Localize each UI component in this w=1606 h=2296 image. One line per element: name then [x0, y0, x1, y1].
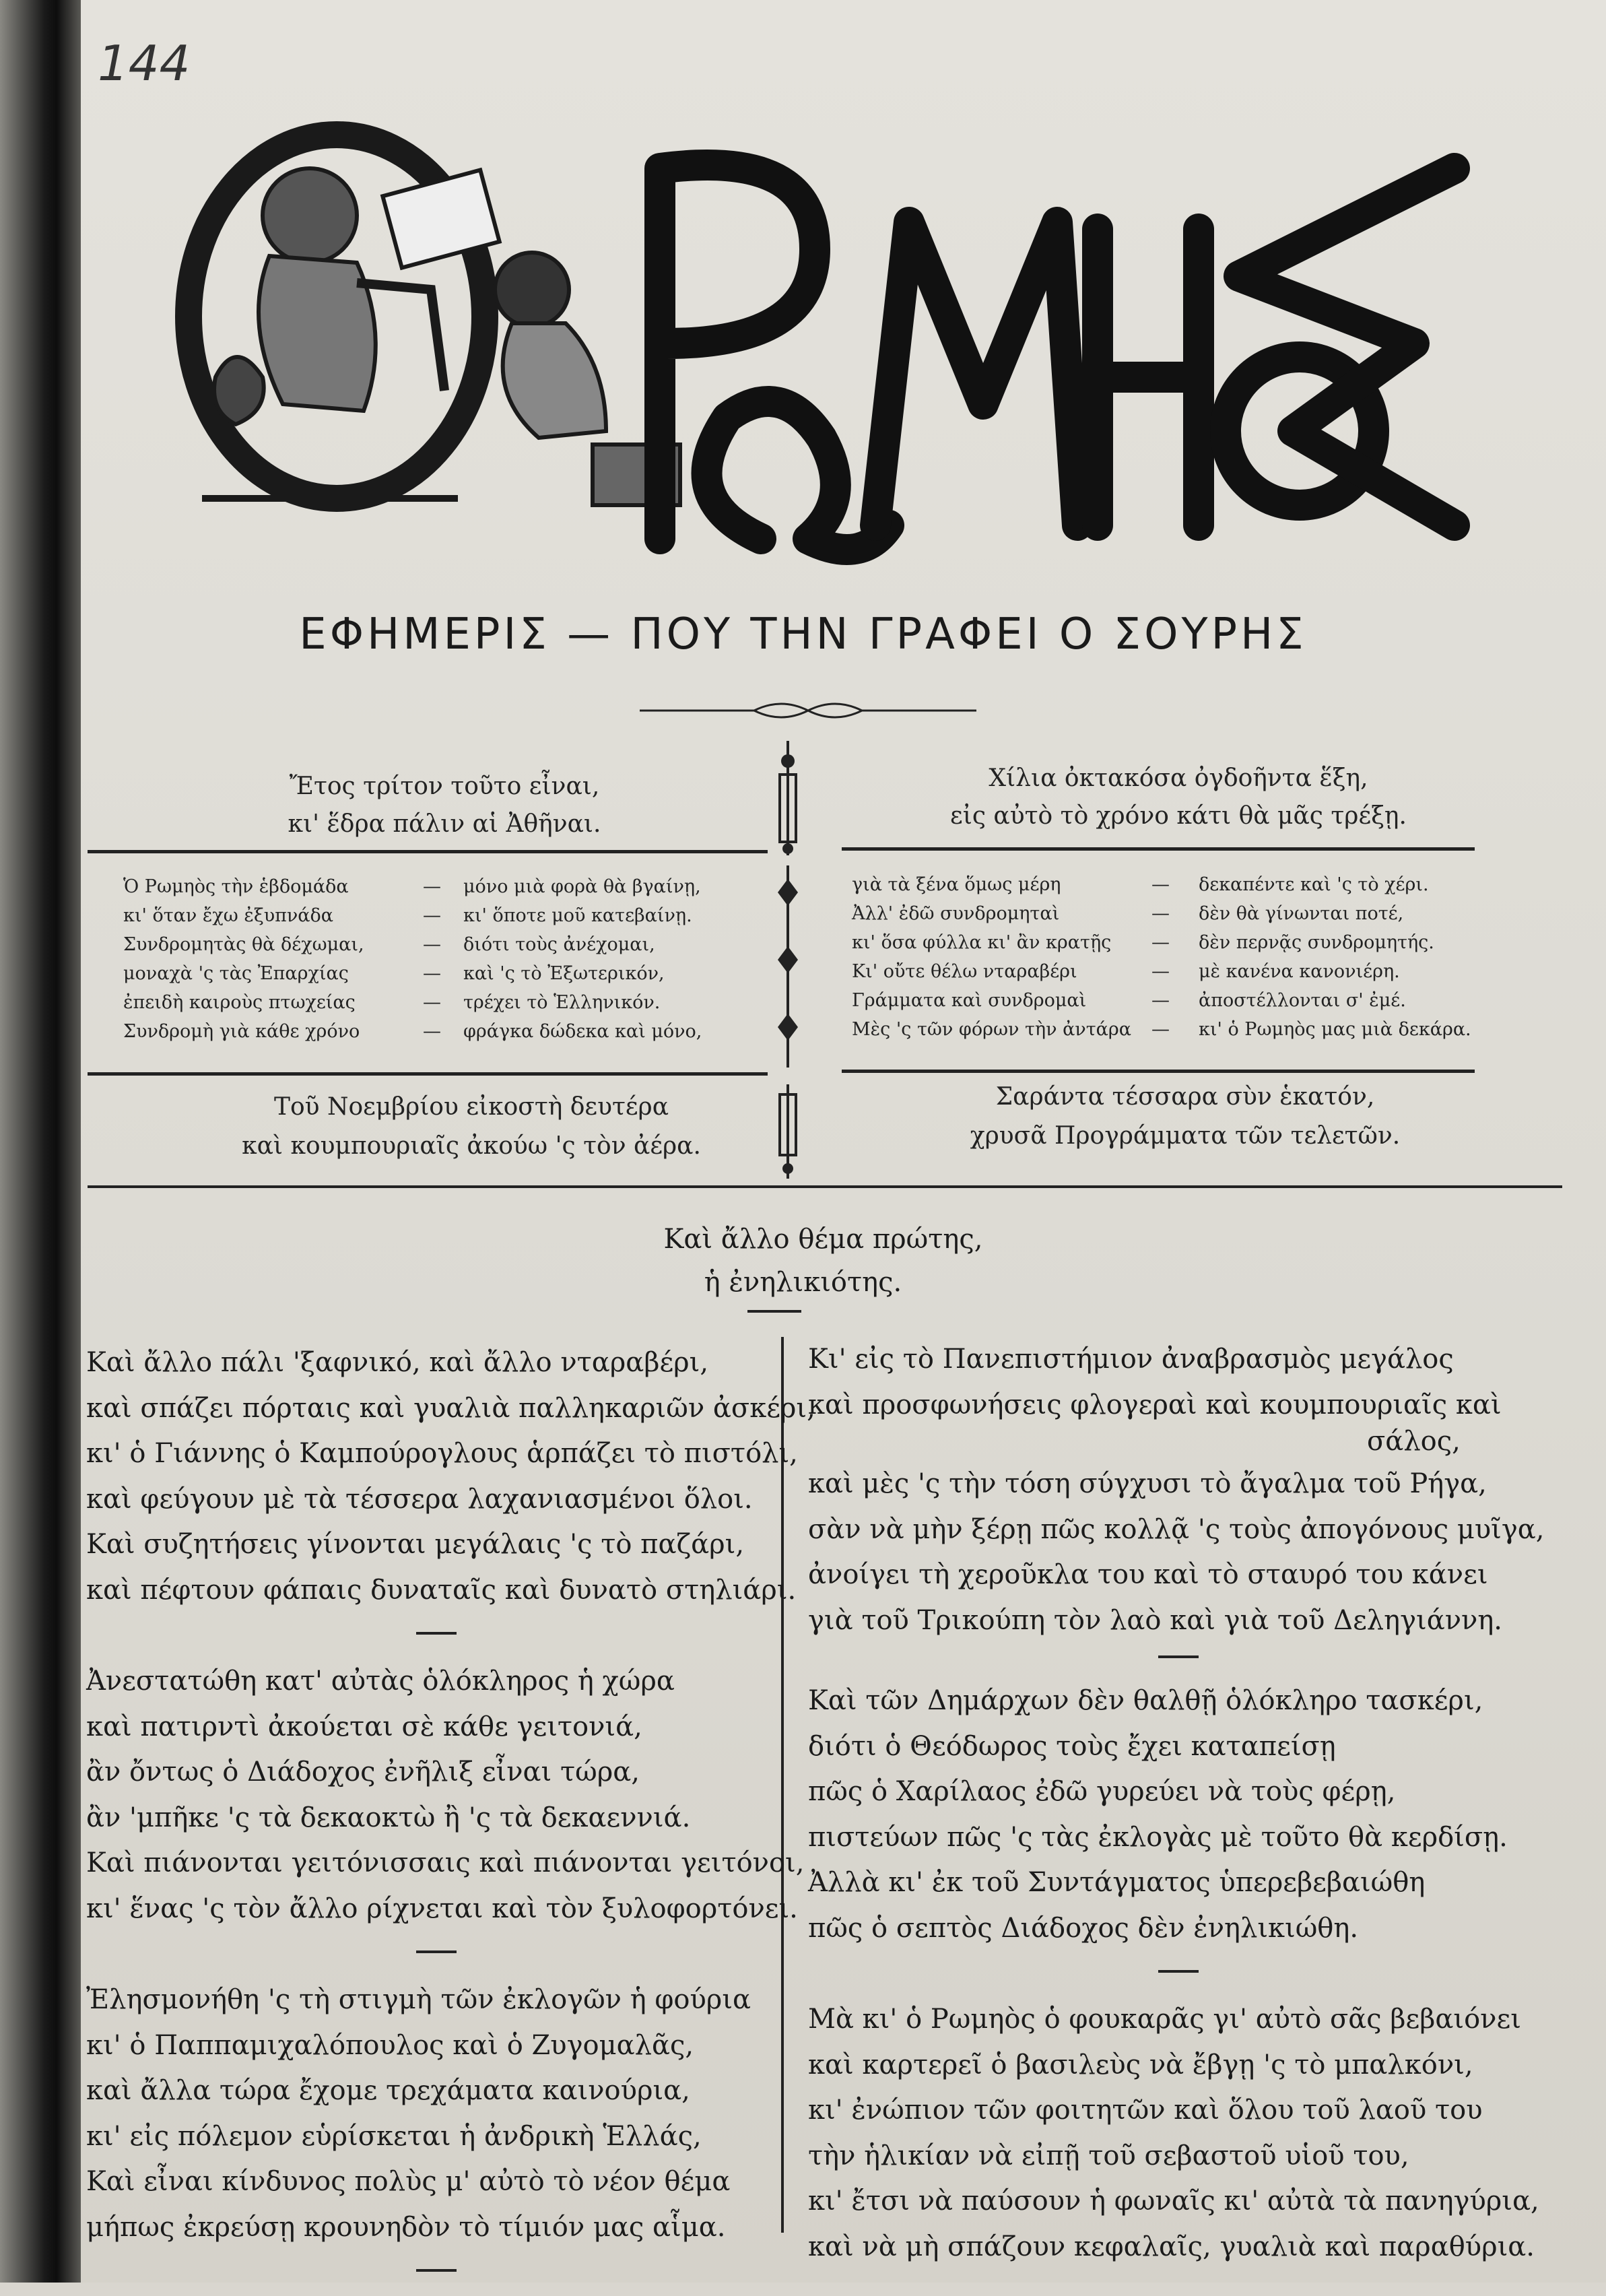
subscription-b: φράγκα δώδεκα καὶ μόνο, — [463, 1021, 702, 1042]
header-rule-4 — [842, 1070, 1475, 1073]
poem-line: πῶς ὁ Χαρίλαος ἐδῶ γυρεύει νὰ τοὺς φέρῃ, — [808, 1776, 1396, 1807]
masthead-logo — [135, 121, 1481, 566]
subscription-a: Ὁ Ρωμηὸς τὴν ἑβδομάδα — [123, 876, 349, 897]
header-rule-3 — [88, 1072, 768, 1076]
poem-line: ἂν ὄντως ὁ Διάδοχος ἐνῆλιξ εἶναι τώρα, — [86, 1757, 640, 1787]
header-rule-2 — [842, 847, 1475, 851]
poem-line: καὶ νὰ μὴ σπάζουν κεφαλαῖς, γυαλιὰ καὶ παραθύρια. — [808, 2231, 1535, 2262]
left-column — [86, 1340, 815, 2296]
subscription-row: μοναχὰ 'ς τὰς Ἐπαρχίας — καὶ 'ς τὸ Ἐξωτερικόν, — [123, 959, 776, 988]
poem-line: μήπως ἐκρεύσῃ κρουνηδὸν τὸ τίμιόν μας αἷμα. — [86, 2211, 726, 2243]
poem-line: Καὶ εἶναι κίνδυνος πολὺς μ' αὐτὸ τὸ νέον θέμα — [86, 2166, 731, 2197]
poem-line: καὶ πατιρντὶ ἀκούεται σὲ κάθε γειτονιά, — [86, 1711, 642, 1742]
subscription-row: Ἀλλ' ἐδῶ συνδρομηταὶ — δὲν θὰ γίνωνται ποτέ, — [852, 899, 1471, 928]
stanza-separator — [416, 1632, 457, 1635]
right-column — [808, 1337, 1544, 2270]
masthead-illustration — [189, 135, 680, 505]
subscription-a: Συνδρομητὰς θὰ δέχωμαι, — [123, 934, 364, 955]
subscription-row: Ὁ Ρωμηὸς τὴν ἑβδομάδα — μόνο μιὰ φορὰ θὰ βγαίνῃ, — [123, 872, 776, 901]
header-bottom-left-line: Τοῦ Νοεμβρίου εἰκοστὴ δευτέρα — [273, 1093, 669, 1121]
subscription-row: κι' ὅταν ἔχω ἐξυπνάδα — κι' ὅποτε μοῦ κατεβαίνῃ. — [123, 901, 776, 930]
masthead-letters — [660, 165, 1454, 550]
header-top-right — [929, 760, 1428, 835]
header-bottom-right-line: Σαράντα τέσσαρα σὺν ἑκατόν, — [995, 1083, 1375, 1111]
poem-line: κι' ἕνας 'ς τὸν ἄλλο ρίχνεται καὶ τὸν ξυλοφορτόνει. — [86, 1893, 798, 1924]
poem-line: καὶ ἄλλα τώρα ἔχομε τρεχάματα καινούρια, — [86, 2075, 690, 2106]
subscription-row: ἐπειδὴ καιροὺς πτωχείας — τρέχει τὸ Ἑλληνικόν. — [123, 988, 776, 1017]
header-top-left-line: κι' ἕδρα πάλιν αἱ Ἀθῆναι. — [288, 810, 601, 838]
header-top-right-line: εἰς αὐτὸ τὸ χρόνο κάτι θὰ μᾶς τρέξῃ. — [950, 802, 1407, 830]
poem-line: σάλος, — [1367, 1426, 1461, 1457]
poem-line: Μὰ κι' ὁ Ρωμηὸς ὁ φουκαρᾶς γι' αὐτὸ σᾶς βεβαιόνει — [808, 2004, 1521, 2035]
subscription-row: γιὰ τὰ ξένα ὅμως μέρη — δεκαπέντε καὶ 'ς τὸ χέρι. — [852, 870, 1471, 899]
article-title-line: ἡ ἐνηλικιότης. — [704, 1267, 902, 1298]
header-top-left-line: Ἔτος τρίτον τοῦτο εἶναι, — [289, 773, 600, 800]
poem-line: Καὶ ἄλλο πάλι 'ξαφνικό, καὶ ἄλλο νταραβέρι, — [86, 1347, 709, 1378]
poem-line: καὶ καρτερεῖ ὁ βασιλεὺς νὰ ἔβγῃ 'ς τὸ μπαλκόνι, — [808, 2049, 1473, 2080]
poem-line: πιστεύων πῶς 'ς τὰς ἐκλογὰς μὲ τοῦτο θὰ κερδίσῃ. — [808, 1821, 1508, 1853]
subscription-a: κι' ὅταν ἔχω ἐξυπνάδα — [123, 905, 333, 926]
subscription-a: Ἀλλ' ἐδῶ συνδρομηταὶ — [852, 903, 1060, 924]
subscription-a: μοναχὰ 'ς τὰς Ἐπαρχίας — [123, 963, 349, 984]
subscription-row: Συνδρομητὰς θὰ δέχωμαι, — διότι τοὺς ἀνέχομαι, — [123, 930, 776, 959]
poem-line: ἀνοίγει τὴ χεροῦκλα του καὶ τὸ σταυρό του κάνει — [808, 1559, 1488, 1590]
subscription-b: καὶ 'ς τὸ Ἐξωτερικόν, — [463, 963, 665, 984]
poem-line: κι' ὁ Γιάννης ὁ Καμπούρογλους ἁρπάζει τὸ πιστόλι, — [86, 1438, 798, 1469]
stanza-separator — [416, 2269, 457, 2272]
stanza-separator — [416, 1950, 457, 1953]
poem-line: καὶ φεύγουν μὲ τὰ τέσσερα λαχανιασμένοι ὅλοι. — [86, 1483, 753, 1515]
header-rule-1 — [88, 850, 768, 853]
header-bottom-right — [943, 1078, 1428, 1156]
stanza-separator — [1158, 1970, 1199, 1973]
poem-line: κι' ὁ Παππαμιχαλόπουλος καὶ ὁ Ζυγομαλᾶς, — [86, 2029, 694, 2061]
poem-line: καὶ πέφτουν φάπαις δυναταῖς καὶ δυνατὸ στηλιάρι. — [86, 1574, 797, 1606]
poem-line: Κι' εἰς τὸ Πανεπιστήμιον ἀναβρασμὸς μεγάλος — [808, 1344, 1454, 1375]
poem-line: πῶς ὁ σεπτὸς Διάδοχος δὲν ἐνηλικιώθη. — [808, 1912, 1359, 1944]
header-bottom-right-line: χρυσᾶ Προγράμματα τῶν τελετῶν. — [970, 1122, 1401, 1150]
poem-line: κι' ἔτσι νὰ παύσουν ἡ φωναῖς κι' αὐτὰ τὰ πανηγύρια, — [808, 2186, 1539, 2217]
subscription-a: ἐπειδὴ καιροὺς πτωχείας — [123, 992, 356, 1013]
poem-line: Ἐλησμονήθη 'ς τὴ στιγμὴ τῶν ἐκλογῶν ἡ φούρια — [86, 1984, 751, 2015]
subscription-a: γιὰ τὰ ξένα ὅμως μέρη — [852, 874, 1061, 895]
poem-line: καὶ μὲς 'ς τὴν τόση σύγχυσι τὸ ἄγαλμα τοῦ Ρήγα, — [808, 1468, 1487, 1499]
subscription-right — [852, 870, 1471, 1044]
subscription-b: διότι τοὺς ἀνέχομαι, — [463, 934, 655, 955]
poem-line: γιὰ τοῦ Τρικούπη τὸν λαὸ καὶ γιὰ τοῦ Δεληγιάννη. — [808, 1604, 1503, 1636]
title-rule — [747, 1310, 801, 1313]
poem-line: καὶ σπάζει πόρταις καὶ γυαλιὰ παλληκαριῶν ἀσκέρι, — [86, 1392, 815, 1424]
subscription-a: Κι' οὔτε θέλω νταραβέρι — [852, 961, 1077, 982]
subscription-row: Γράμματα καὶ συνδρομαὶ — ἀποστέλλονται σ' ἐμέ. — [852, 986, 1471, 1015]
poem-line: κι' εἰς πόλεμον εὑρίσκεται ἡ ἀνδρικὴ Ἑλλάς, — [86, 2120, 702, 2152]
center-ornament-bottom — [771, 1084, 805, 1179]
header-bottom-left — [229, 1088, 714, 1166]
article-title-line: Καὶ ἄλλο θέμα πρώτης, — [663, 1224, 983, 1255]
subscription-left — [123, 872, 776, 1046]
poem-line: κι' ἐνώπιον τῶν φοιτητῶν καὶ ὅλου τοῦ λαοῦ του — [808, 2095, 1483, 2126]
subscription-b: δὲν θὰ γίνωνται ποτέ, — [1199, 903, 1404, 924]
header-rule-bottom — [88, 1185, 1562, 1188]
subscription-row: Συνδρομὴ γιὰ κάθε χρόνο — φράγκα δώδεκα καὶ μόνο, — [123, 1017, 776, 1046]
book-binding-shadow — [0, 0, 81, 2283]
subscription-b: ἀποστέλλονται σ' ἐμέ. — [1199, 990, 1406, 1011]
subscription-row: Μὲς 'ς τῶν φόρων τὴν ἀντάρα — κι' ὁ Ρωμηὸς μας μιὰ δεκάρα. — [852, 1015, 1471, 1044]
header-top-right-line: Χίλια ὀκτακόσα ὀγδοῆντα ἕξη, — [989, 764, 1368, 792]
center-ornament-top — [771, 741, 805, 855]
subscription-a: κι' ὅσα φύλλα κι' ἂν κρατῇς — [852, 932, 1112, 953]
poem-line: Ἀνεστατώθη κατ' αὐτὰς ὁλόκληρος ἡ χώρα — [86, 1666, 675, 1697]
header-bottom-left-line: καὶ κουμπουριαῖς ἀκούω 'ς τὸν ἀέρα. — [242, 1132, 701, 1160]
subscription-b: τρέχει τὸ Ἑλληνικόν. — [463, 992, 661, 1013]
subscription-b: μὲ κανένα κανονιέρη. — [1199, 961, 1400, 982]
poem-line: τὴν ἡλικίαν νὰ εἰπῇ τοῦ σεβαστοῦ υἱοῦ του, — [808, 2140, 1409, 2171]
poem-line: Ἀλλὰ κι' ἐκ τοῦ Συντάγματος ὑπερεβεβαιώθη — [808, 1867, 1426, 1898]
poem-line: διότι ὁ Θεόδωρος τοὺς ἔχει καταπείσῃ — [808, 1730, 1336, 1762]
subscription-a: Συνδρομὴ γιὰ κάθε χρόνο — [123, 1021, 360, 1042]
poem-line: Καὶ τῶν Δημάρχων δὲν θαλθῇ ὁλόκληρο τασκέρι, — [808, 1685, 1483, 1716]
article-title — [0, 1218, 1606, 1304]
stanza-separator — [1158, 1655, 1199, 1658]
subscription-a: Γράμματα καὶ συνδρομαὶ — [852, 990, 1087, 1011]
poem-line: Καὶ πιάνονται γειτόνισσαις καὶ πιάνονται γειτόνοι, — [86, 1847, 805, 1878]
poem-line: ἂν 'μπῆκε 'ς τὰ δεκαοκτὼ ἢ 'ς τὰ δεκαεννιά. — [86, 1802, 691, 1833]
poem-line: σὰν νὰ μὴν ξέρῃ πῶς κολλᾷ 'ς τοὺς ἀπογόνους μυῖγα, — [808, 1513, 1545, 1545]
subscription-b: μόνο μιὰ φορὰ θὰ βγαίνῃ, — [463, 876, 701, 897]
subscription-b: κι' ὁ Ρωμηὸς μας μιὰ δεκάρα. — [1199, 1019, 1471, 1040]
subscription-a: Μὲς 'ς τῶν φόρων τὴν ἀντάρα — [852, 1019, 1131, 1040]
subscription-b: δεκαπέντε καὶ 'ς τὸ χέρι. — [1199, 874, 1429, 895]
poem-line: Καὶ συζητήσεις γίνονται μεγάλαις 'ς τὸ παζάρι, — [86, 1529, 745, 1560]
header-top-left — [256, 768, 633, 843]
subscription-row: Κι' οὔτε θέλω νταραβέρι — μὲ κανένα κανονιέρη. — [852, 957, 1471, 986]
subscription-b: δὲν περνᾷς συνδρομητής. — [1199, 932, 1434, 953]
subscription-row: κι' ὅσα φύλλα κι' ἂν κρατῇς — δὲν περνᾷς συνδρομητής. — [852, 928, 1471, 957]
subscription-b: κι' ὅποτε μοῦ κατεβαίνῃ. — [463, 905, 692, 926]
masthead-subtitle: ΕΦΗΜΕΡΙΣ — ΠΟΥ ΤΗΝ ΓΡΑΦΕΙ Ο ΣΟΥΡΗΣ — [299, 610, 1307, 659]
poem-line: καὶ προσφωνήσεις φλογεραὶ καὶ κουμπουριαῖς καὶ — [808, 1389, 1502, 1420]
page-number: 144 — [98, 35, 191, 92]
flourish-divider — [640, 697, 976, 724]
